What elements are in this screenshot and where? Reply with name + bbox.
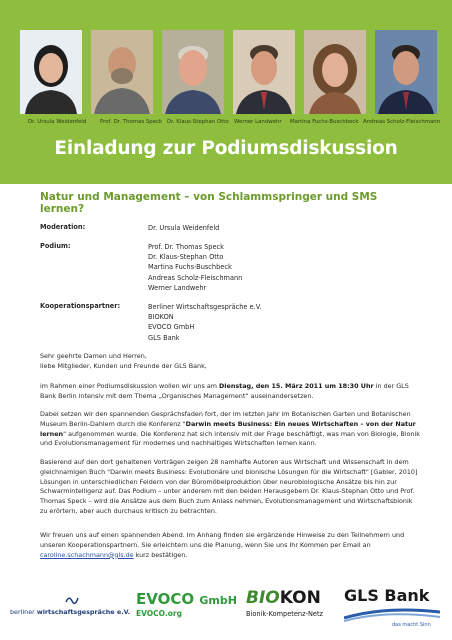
paragraph-1 [40, 382, 420, 402]
email-link[interactable]: caroline.schachmann@gls.de [40, 550, 134, 559]
podium-label: Podium: [40, 242, 71, 250]
partners-label: Kooperationspartner: [40, 302, 121, 310]
paragraph-3: Basierend auf den dort gehaltenen Vorträgen zeigen 28 namhafte Autoren aus Wirtschaft und Wissenschaft in dem gleichnamigen Buch "Darwin meets Business: Evolutionäre und bionische Lösungen für die Wirtschaft" [Gabler, 2010] Lösungen in unterschiedlichen Feldern von der Büromöbelproduktion über neurobiologische Ansätze bis hin zur Schwarmintelligenz auf. Das Podium – unter anderem mit den beiden Herausgebern Dr. Klaus-Stephan Otto und Prof. Thomas Speck – wird die Ansätze aus dem Buch zum Anlass nehmen, Evolutionsmanagement und Wirtschaftsbionik zu erörtern, aber auch durchaus kritisch zu betrachten. [40, 458, 418, 515]
partner: BIOKON [148, 313, 174, 322]
header-banner [0, 0, 452, 184]
logo-text: wirtschaftsgespräche e.V. [36, 608, 131, 616]
gls-swoosh-icon [344, 604, 440, 622]
bwg-logo [10, 594, 130, 624]
logo-text: BIO [246, 588, 280, 608]
podium-member: Werner Landwehr [148, 283, 207, 292]
speaker-photo [304, 30, 366, 114]
partner-logos [0, 582, 452, 640]
speaker-photos [20, 30, 436, 114]
logo-text: GLS Bank [344, 586, 430, 605]
greeting [40, 352, 420, 372]
speaker-photo [20, 30, 82, 114]
logo-text: KON [279, 588, 321, 608]
paragraph-2 [40, 410, 420, 449]
logo-text: Bionik-Kompetenz-Netz [246, 610, 323, 618]
moderation-value: Dr. Ursula Weidenfeld [148, 224, 220, 232]
logo-text: das macht Sinn [392, 622, 431, 628]
text: im Rahmen einer Podiumsdiskussion wollen wir uns am [40, 382, 219, 390]
speaker-photo [233, 30, 295, 114]
podium-member: Prof. Dr. Thomas Speck [148, 243, 224, 251]
greeting-line: Sehr geehrte Damen und Herren, [40, 352, 147, 360]
caption: Werner Landwehr [234, 119, 282, 125]
text: " aufgenommen wurde. Die Konferenz hat sich intensiv mit der Frage beschäftigt, was man von Biologie, Bionik und Evolutionsmanagement für modernes und nachhaltiges Wirtschaften lernen kann. [40, 429, 421, 448]
speaker-photo [91, 30, 153, 114]
speaker-photo [162, 30, 224, 114]
paragraph-4 [40, 531, 420, 560]
podium-member: Andreas Scholz-Fleischmann [148, 273, 243, 282]
logo-text: GmbH [199, 594, 237, 607]
evoco-logo [136, 590, 240, 624]
caption: Dr. Ursula Weidenfeld [28, 119, 87, 125]
logo-text: EVOCO [136, 590, 195, 608]
conference-title: Darwin meets Business: Ein neues Wirtschaften – von der Natur lernen [40, 419, 416, 438]
caption: Martina Fuchs-Buschbeck [290, 119, 359, 125]
text: Dabei setzen wir den spannenden Gesprächsfaden fort, der im letzten Jahr im Botanischen Garten und Botanischen Museum Berlin-Dahlem durch die Konferenz " [40, 410, 411, 428]
partner: GLS Bank [148, 333, 180, 342]
podium-member: Dr. Klaus-Stephan Otto [148, 253, 224, 262]
logo-text: EVOCO.org [136, 609, 182, 618]
event-date: Dienstag, den 15. März 2011 um 18:30 Uhr [219, 382, 374, 390]
page-title: Einladung zur Podiumsdiskussion [54, 138, 398, 159]
caption: Andreas Scholz-Fleischmann [363, 119, 441, 125]
text: kurz bestätigen. [133, 550, 188, 559]
partner: EVOCO GmbH [148, 323, 195, 332]
wave-icon [65, 594, 79, 606]
caption: Dr. Klaus-Stephan Otto [167, 119, 229, 125]
biokon-logo [246, 588, 338, 626]
gls-logo [344, 586, 448, 632]
logo-text: berliner [10, 608, 37, 616]
greeting-line: liebe Mitglieder, Kunden und Freunde der GLS Bank, [40, 361, 207, 370]
speaker-photo [375, 30, 437, 114]
text: in der GLS Bank Berlin intensiv mit dem Thema „Organisches Management“ auseinandersetzen. [40, 382, 409, 400]
text: Wir freuen uns auf einen spannenden Abend. Im Anhang finden sie ergänzende Hinweise zu den Teilnehmern und unseren Kooperationspartnern. Sie erleichtern uns die Planung, wenn Sie uns Ihr Kommen per Email an [40, 531, 405, 549]
podium-member: Martina Fuchs-Buschbeck [148, 263, 232, 272]
partner: Berliner Wirtschaftsgespräche e.V. [148, 303, 262, 311]
moderation-label: Moderation: [40, 223, 86, 231]
event-subtitle: Natur und Management – von Schlammspringer und SMS lernen? [40, 191, 378, 215]
speaker-captions [0, 119, 452, 131]
caption: Prof. Dr. Thomas Speck [100, 119, 163, 125]
